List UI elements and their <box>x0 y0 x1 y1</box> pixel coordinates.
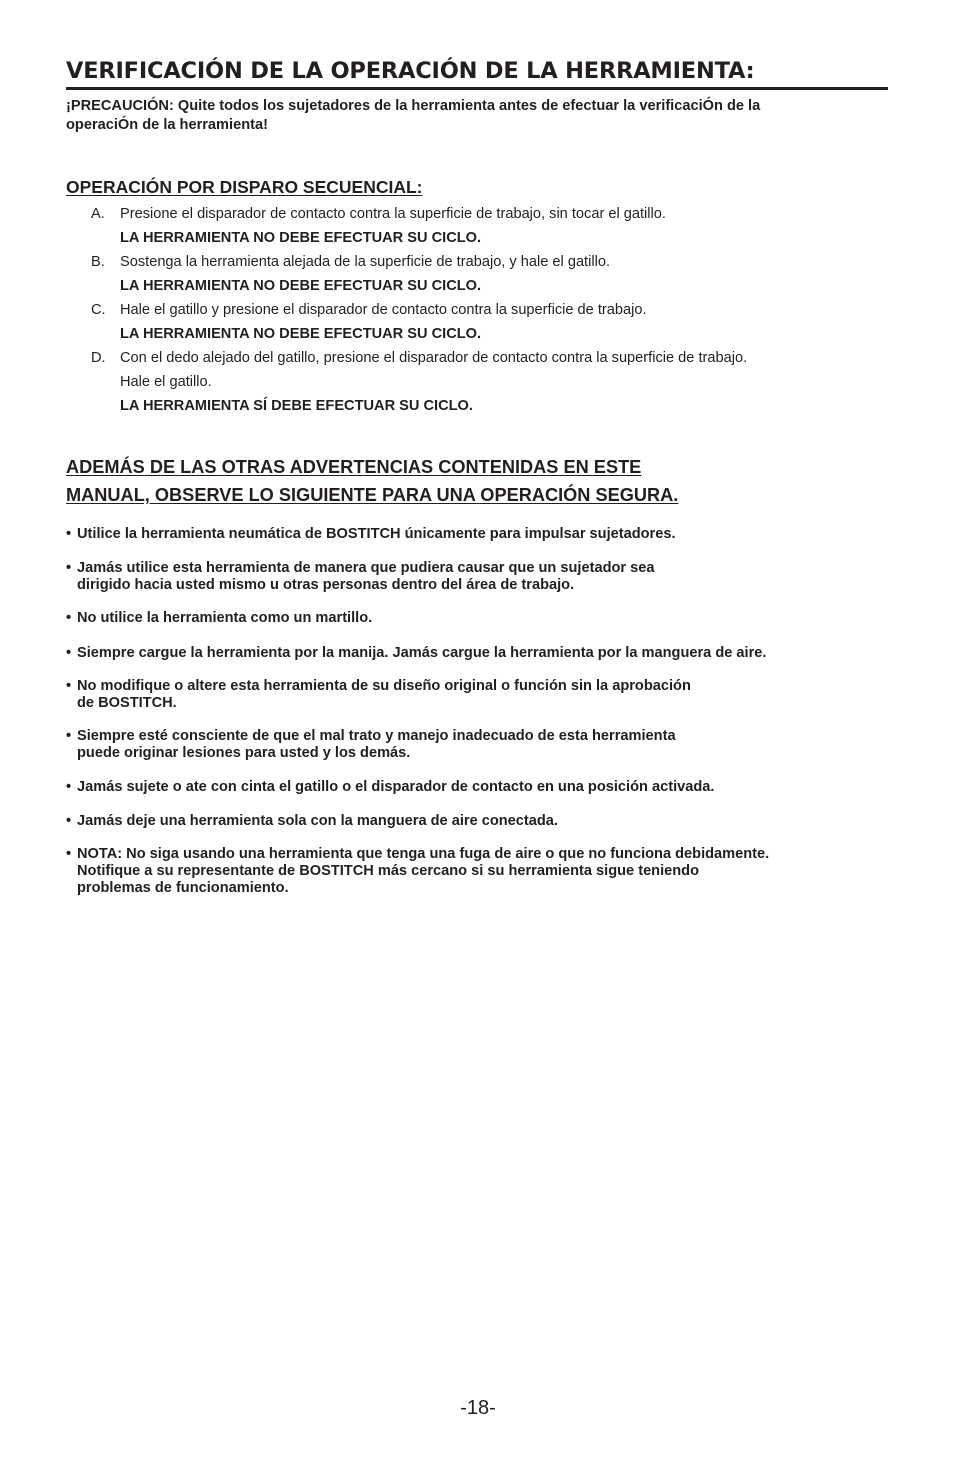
step-d-line-2 <box>66 370 890 394</box>
step-c-result <box>66 322 890 346</box>
list-item <box>66 678 691 712</box>
list-item-text: Jamás deje una herramienta sola con la manguera de aire conectada. <box>77 813 558 829</box>
step-letter: B. <box>91 254 105 270</box>
step-a-line <box>66 202 890 226</box>
bullet-icon: • <box>66 728 72 744</box>
list-item-text: No utilice la herramienta como un martillo. <box>77 610 373 626</box>
step-text: Hale el gatillo. <box>120 374 212 390</box>
list-item-text: Jamás sujete o ate con cinta el gatillo o el disparador de contacto en una posición activada. <box>77 779 715 795</box>
safety-heading <box>66 453 678 509</box>
step-d-line <box>66 346 890 370</box>
step-result: LA HERRAMIENTA SÍ DEBE EFECTUAR SU CICLO. <box>120 398 473 414</box>
safety-heading-line-2: MANUAL, OBSERVE LO SIGUIENTE PARA UNA OPERACIÓN SEGURA. <box>66 485 679 505</box>
list-item-text: NOTA: No siga usando una herramienta que tenga una fuga de aire o que no funciona debidamente. <box>77 846 770 862</box>
step-result: LA HERRAMIENTA NO DEBE EFECTUAR SU CICLO. <box>120 278 482 294</box>
step-letter: A. <box>91 206 105 222</box>
sequential-heading: OPERACIÓN POR DISPARO SECUENCIAL: <box>66 177 423 197</box>
list-item-text: puede originar lesiones para usted y los demás. <box>77 745 411 761</box>
manual-page <box>66 0 890 1475</box>
list-item-text: Utilice la herramienta neumática de BOSTITCH únicamente para impulsar sujetadores. <box>77 526 676 542</box>
bullet-icon: • <box>66 846 72 862</box>
caution-notice <box>66 97 888 135</box>
step-result: LA HERRAMIENTA NO DEBE EFECTUAR SU CICLO. <box>120 230 482 246</box>
bullet-icon: • <box>66 560 72 576</box>
page-number: -18- <box>460 1397 496 1419</box>
list-item-text: de BOSTITCH. <box>77 695 177 711</box>
page-title: VERIFICACIÓN DE LA OPERACIÓN DE LA HERRAMIENTA: <box>66 56 888 90</box>
list-item-text: Siempre cargue la herramienta por la manija. Jamás cargue la herramienta por la manguera de aire. <box>77 645 767 661</box>
step-d-result <box>66 394 890 418</box>
list-item <box>66 846 769 897</box>
bullet-icon: • <box>66 779 72 795</box>
list-item-text: No modifique o altere esta herramienta de su diseño original o función sin la aprobación <box>77 678 691 694</box>
step-b-line <box>66 250 890 274</box>
list-item-text: Siempre esté consciente de que el mal trato y manejo inadecuado de esta herramienta <box>77 728 676 744</box>
list-item-text: Notifique a su representante de BOSTITCH más cercano si su herramienta sigue teniendo <box>77 863 700 879</box>
step-text: Sostenga la herramienta alejada de la superficie de trabajo, y hale el gatillo. <box>120 254 611 270</box>
sequential-steps <box>66 202 890 418</box>
bullet-icon: • <box>66 645 72 661</box>
step-letter: C. <box>91 302 106 318</box>
step-b-result <box>66 274 890 298</box>
bullet-icon: • <box>66 813 72 829</box>
bullet-icon: • <box>66 610 72 626</box>
list-item <box>66 610 372 627</box>
caution-line-2: operaciÓn de la herramienta! <box>66 117 268 133</box>
list-item <box>66 779 714 796</box>
bullet-icon: • <box>66 526 72 542</box>
list-item-text: dirigido hacia usted mismo u otras personas dentro del área de trabajo. <box>77 577 575 593</box>
list-item <box>66 813 558 830</box>
list-item <box>66 728 676 762</box>
list-item <box>66 645 766 662</box>
list-item <box>66 560 655 594</box>
safety-heading-line-1: ADEMÁS DE LAS OTRAS ADVERTENCIAS CONTENIDAS EN ESTE <box>66 457 642 477</box>
step-text: Hale el gatillo y presione el disparador de contacto contra la superficie de trabajo. <box>120 302 647 318</box>
list-item-text: problemas de funcionamiento. <box>77 880 289 896</box>
bullet-icon: • <box>66 678 72 694</box>
step-text: Presione el disparador de contacto contra la superficie de trabajo, sin tocar el gatillo. <box>120 206 666 222</box>
step-a-result <box>66 226 890 250</box>
list-item-text: Jamás utilice esta herramienta de manera que pudiera causar que un sujetador sea <box>77 560 655 576</box>
step-text: Con el dedo alejado del gatillo, presione el disparador de contacto contra la superficie de trabajo. <box>120 350 748 366</box>
caution-line-1: ¡PRECAUCIÓN: Quite todos los sujetadores de la herramienta antes de efectuar la verificaciÓn de la <box>66 98 761 114</box>
step-c-line <box>66 298 890 322</box>
step-result: LA HERRAMIENTA NO DEBE EFECTUAR SU CICLO. <box>120 326 482 342</box>
step-letter: D. <box>91 350 106 366</box>
list-item <box>66 526 676 543</box>
